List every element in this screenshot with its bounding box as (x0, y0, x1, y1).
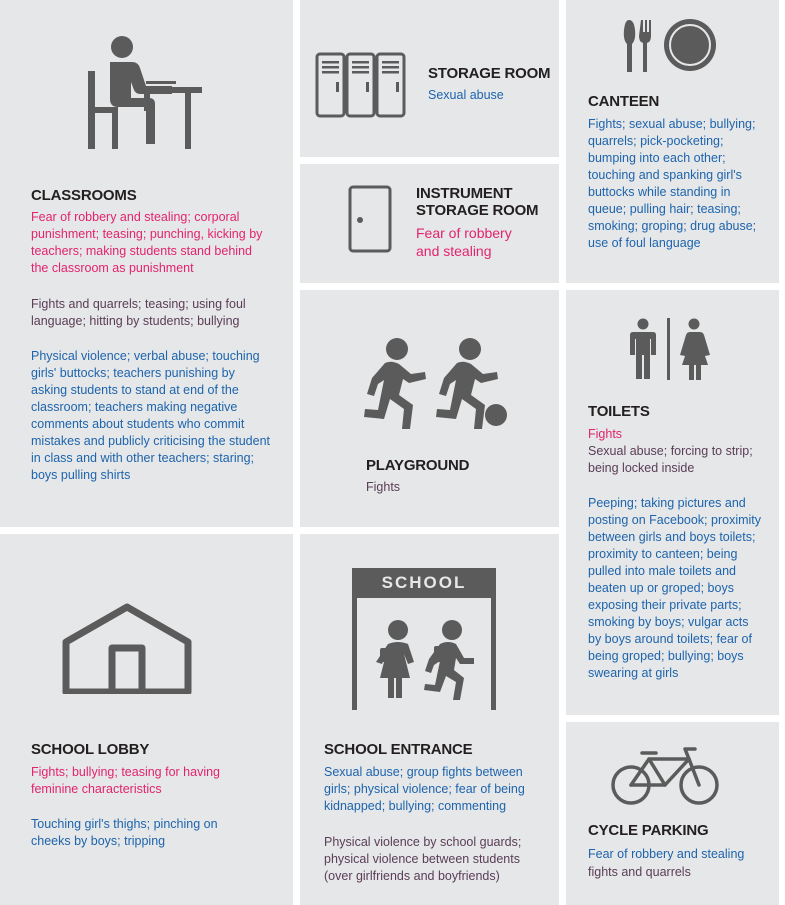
classrooms-teacher-issues: Fear of robbery and stealing; corporal punishment; teasing; punching, kicking by teachers; making students stand behind the classroom as punishment (31, 210, 263, 275)
classrooms-title: CLASSROOMS (31, 187, 137, 204)
instrument-storage-title-line1: INSTRUMENT (416, 185, 513, 202)
instrument-storage-issues: Fear of robbery and stealing (416, 225, 512, 259)
bicycle-icon (610, 745, 722, 807)
children-playing-football-icon (355, 335, 511, 431)
school-lobby-title: SCHOOL LOBBY (31, 741, 150, 758)
canteen-issues: Fights; sexual abuse; bullying; quarrels; pick-pocketing; bumping into each other; touching and spanking girl's buttocks while standing in queue; pulling hair; teasing; smoking; groping; drug abuse; use of foul language (588, 117, 757, 250)
playground-title: PLAYGROUND (366, 457, 470, 474)
student-at-desk-icon (88, 35, 206, 157)
classrooms-other-issues: Physical violence; verbal abuse; touching girls' buttocks; teachers punishing by asking students to stand at end of the classroom; teachers making negative comments about students who commit mistakes and publicly criticising the student in class and with other teachers; staring; boys pulling shirts (31, 349, 271, 482)
school-entrance-issues-purple: Physical violence by school guards; physical violence between students (over girlfriends and boyfriends) (324, 835, 522, 883)
school-entrance-title: SCHOOL ENTRANCE (324, 741, 473, 758)
classrooms-student-issues: Fights and quarrels; teasing; using foul language; hitting by students; bullying (31, 297, 246, 328)
door-icon (348, 185, 392, 253)
school-lobby-building-icon (62, 602, 192, 694)
toilets-issues-purple: Sexual abuse; forcing to strip; being locked inside (588, 444, 753, 475)
school-lobby-issues-pink: Fights; bullying; teasing for having feminine characteristics (31, 765, 220, 796)
instrument-storage-title-line2: STORAGE ROOM (416, 202, 539, 219)
toilets-issues-blue: Peeping; taking pictures and posting on Facebook; proximity between girls and boys toilets; proximity to canteen; being pulled into male toilets and beaten up or groped; boys exposing their private parts; smoking by boys; vulgar acts by boys around toilets; fear of being groped; bullying; boys swearing at girls (588, 496, 762, 680)
male-female-toilet-icon (628, 318, 710, 380)
toilets-title: TOILETS (588, 403, 650, 420)
school-sign-text: SCHOOL (381, 573, 467, 592)
lockers-icon (315, 52, 407, 118)
storage-room-title: STORAGE ROOM (428, 65, 551, 82)
cycle-parking-issues-purple: fights and quarrels (588, 865, 691, 879)
school-gate-icon (352, 568, 496, 710)
playground-issues: Fights (366, 480, 401, 494)
fork-knife-plate-icon (623, 18, 717, 74)
cycle-parking-issues-blue: Fear of robbery and stealing (588, 847, 745, 861)
school-lobby-issues-blue: Touching girl's thighs; pinching on cheeks by boys; tripping (31, 817, 218, 848)
toilets-issues-pink: Fights (588, 427, 623, 441)
canteen-title: CANTEEN (588, 93, 660, 110)
school-entrance-issues-blue: Sexual abuse; group fights between girls; physical violence; fear of being kidnapped; bullying; commenting (324, 765, 525, 813)
storage-room-issues: Sexual abuse (428, 88, 504, 102)
cycle-parking-title: CYCLE PARKING (588, 822, 709, 839)
